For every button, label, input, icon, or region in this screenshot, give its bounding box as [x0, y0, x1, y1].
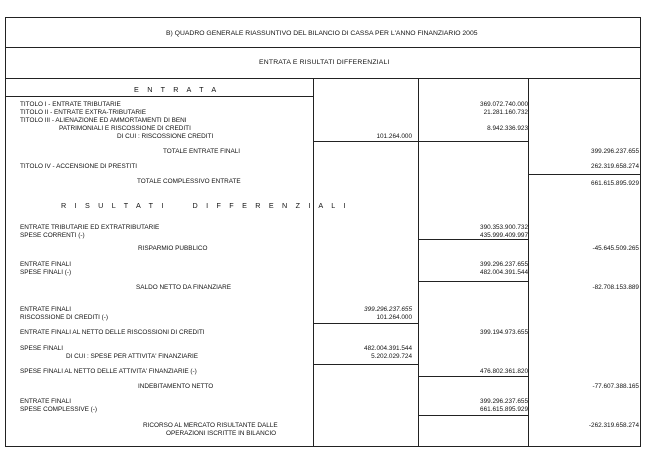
r2-a-value: 399.296.237.655 — [480, 261, 528, 268]
entrata-heading: E N T R A T A — [134, 85, 220, 94]
column-divider-1 — [313, 78, 314, 446]
netto-attivita-value: 476.802.361.820 — [480, 368, 528, 375]
titolo3-label-line1: TITOLO III - ALIENAZIONE ED AMMORTAMENTI DI BENI — [20, 117, 187, 124]
dicui-riscossione-label: DI CUI : RISCOSSIONE CREDITI — [117, 133, 214, 140]
frame-bottom — [5, 446, 641, 447]
risultati-heading: R I S U L T A T I D I F F E R E N Z I A L I — [61, 201, 349, 210]
titolo3-value: 8.942.336.923 — [487, 125, 528, 132]
r5-b-label: SPESE COMPLESSIVE (-) — [20, 406, 98, 413]
r5-b-value: 661.615.895.929 — [480, 406, 528, 413]
r2-b-label: SPESE FINALI (-) — [20, 269, 72, 276]
r4-b-value: 5.202.029.724 — [371, 353, 412, 360]
rule-netto-risc-top — [313, 323, 418, 324]
r3-a-label: ENTRATE FINALI — [20, 306, 72, 313]
rule-ricorso-top — [418, 415, 528, 416]
titolo2-value: 21.281.160.732 — [483, 109, 528, 116]
r5-a-label: ENTRATE FINALI — [20, 398, 72, 405]
r3-b-label: RISCOSSIONE DI CREDITI (-) — [20, 314, 109, 321]
totale-complessivo-value: 661.615.895.929 — [591, 180, 639, 187]
totale-complessivo-label: TOTALE COMPLESSIVO ENTRATE — [137, 178, 241, 185]
page-title: B) QUADRO GENERALE RIASSUNTIVO DEL BILANCIO DI CASSA PER L'ANNO FINANZIARIO 2005 — [166, 30, 478, 37]
netto-riscossioni-value: 399.194.973.655 — [480, 329, 528, 336]
header-divider-2 — [5, 78, 641, 79]
page-subtitle: ENTRATA E RISULTATI DIFFERENZIALI — [259, 59, 390, 66]
risparmio-value: -45.645.509.265 — [592, 245, 639, 252]
r1-b-label: SPESE CORRENTI (-) — [20, 232, 85, 239]
r1-a-value: 390.353.900.732 — [480, 224, 528, 231]
netto-riscossioni-label: ENTRATE FINALI AL NETTO DELLE RISCOSSIONI DI CREDITI — [20, 329, 205, 336]
frame-top — [5, 17, 641, 18]
titolo1-label: TITOLO I - ENTRATE TRIBUTARIE — [20, 101, 121, 108]
entrata-heading-underline — [5, 96, 313, 97]
indebitamento-label: INDEBITAMENTO NETTO — [138, 383, 214, 390]
rule-totale-finali-top-2 — [418, 141, 528, 142]
column-divider-3 — [528, 78, 529, 446]
totale-finali-value: 399.296.237.655 — [591, 148, 639, 155]
indebitamento-value: -77.607.388.165 — [592, 383, 639, 390]
rule-totale-complessivo-top — [528, 174, 640, 175]
frame-right — [640, 17, 641, 447]
saldo-value: -82.708.153.889 — [592, 284, 639, 291]
risparmio-label: RISPARMIO PUBBLICO — [138, 245, 208, 252]
header-divider-1 — [5, 47, 641, 48]
saldo-label: SALDO NETTO DA FINANZIARE — [136, 284, 232, 291]
ricorso-label-line1: RICORSO AL MERCATO RISULTANTE DALLE — [143, 422, 278, 429]
titolo2-label: TITOLO II - ENTRATE EXTRA-TRIBUTARIE — [20, 109, 147, 116]
totale-finali-label: TOTALE ENTRATE FINALI — [163, 148, 241, 155]
r1-a-label: ENTRATE TRIBUTARIE ED EXTRATRIBUTARIE — [20, 224, 160, 231]
frame-left — [5, 17, 6, 447]
r2-a-label: ENTRATE FINALI — [20, 261, 72, 268]
rule-indebitamento-top — [418, 376, 528, 377]
titolo4-value: 262.319.658.274 — [591, 163, 639, 170]
rule-netto-att-top — [313, 364, 418, 365]
r4-a-value: 482.004.391.544 — [364, 345, 412, 352]
dicui-riscossione-value: 101.264.000 — [376, 133, 412, 140]
r4-a-label: SPESE FINALI — [20, 345, 63, 352]
r1-b-value: 435.999.409.997 — [480, 232, 528, 239]
r3-b-value: 101.264.000 — [376, 314, 412, 321]
titolo4-label: TITOLO IV - ACCENSIONE DI PRESTITI — [20, 163, 138, 170]
r5-a-value: 399.296.237.655 — [480, 398, 528, 405]
r3-a-value: 399.296.237.655 — [364, 306, 412, 313]
ricorso-value: -262.319.658.274 — [588, 422, 639, 429]
rule-totale-finali-top — [313, 141, 418, 142]
r4-b-label: DI CUI : SPESE PER ATTIVITA' FINANZIARIE — [66, 353, 199, 360]
rule-saldo-top — [418, 281, 528, 282]
titolo1-value: 369.072.740.000 — [480, 101, 528, 108]
ricorso-label-line2: OPERAZIONI ISCRITTE IN BILANCIO — [166, 430, 277, 437]
column-divider-2 — [418, 78, 419, 446]
titolo3-label-line2: PATRIMONIALI E RISCOSSIONE DI CREDITI — [59, 125, 191, 132]
r2-b-value: 482.004.391.544 — [480, 269, 528, 276]
netto-attivita-label: SPESE FINALI AL NETTO DELLE ATTIVITA' FINANZIARIE (-) — [20, 368, 197, 375]
